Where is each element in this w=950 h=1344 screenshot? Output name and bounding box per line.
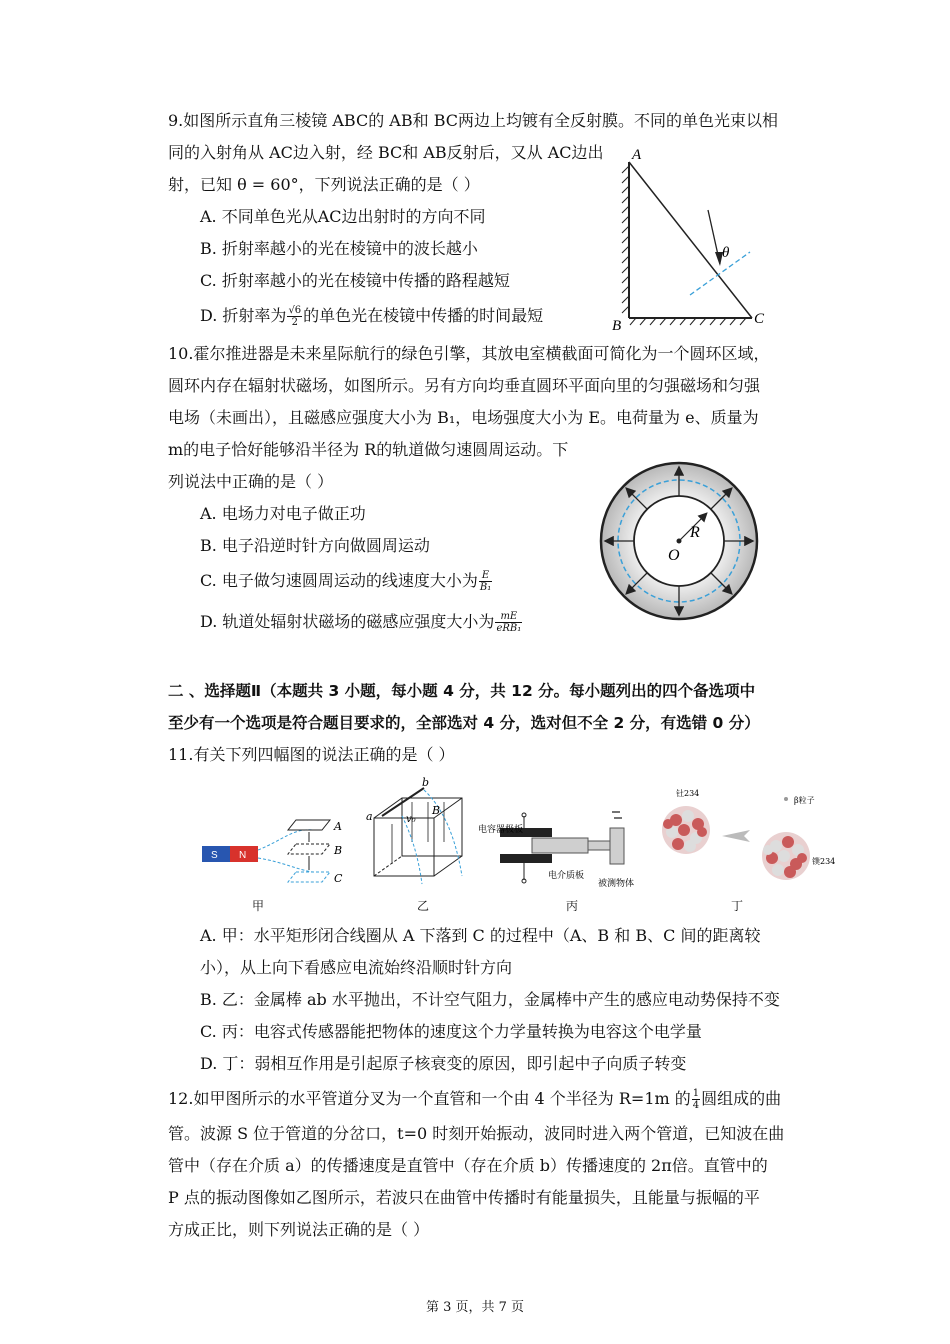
caption-ding: 丁 [731, 899, 744, 913]
q11-figure-yi [362, 776, 482, 892]
q10-stem-line2: 圆环内存在辐射状磁场，如图所示。另有方向均垂直圆环平面向里的匀强磁场和匀强 [168, 376, 761, 395]
label-dielectric: 电介质板 [548, 871, 585, 881]
coil-a [288, 820, 330, 830]
field-lines [258, 830, 313, 872]
metal-rod [382, 788, 424, 816]
section2-heading-line1: 二 、选择题Ⅱ（本题共 3 小题，每小题 4 分，共 12 分。每小题列出的四个备选项中 [168, 682, 756, 700]
fraction-denominator: eRB₁ [496, 623, 522, 634]
q10-option-a[interactable]: A. 电场力对电子做正功 [200, 504, 366, 523]
q10-stem-line3: 电场（未画出），且磁感应强度大小为 B₁，电场强度大小为 E。电荷量为 e、质量为 [168, 408, 759, 427]
q10-stem-line4: m的电子恰好能够沿半径为 R的轨道做匀速圆周运动。下 [168, 440, 569, 459]
label-r: R [690, 524, 700, 541]
q11-option-b[interactable]: B. 乙：金属棒 ab 水平抛出，不计空气阻力，金属棒中产生的感应电动势保持不变 [200, 990, 780, 1009]
label-v0: v₀ [406, 814, 416, 825]
label-c: C [334, 872, 343, 885]
label-a: A [632, 147, 642, 163]
fraction-numerator: mE [495, 611, 522, 623]
trajectory-2 [424, 790, 462, 876]
label-b: B [612, 318, 622, 332]
q11-figure-bing [478, 808, 650, 892]
label-beta: β粒子 [794, 796, 815, 805]
label-b-field: B [432, 804, 441, 817]
label-b-rod: b [422, 776, 430, 789]
caption-yi: 乙 [417, 899, 430, 913]
label-b: B [334, 844, 343, 857]
fraction-denominator: B₁ [479, 582, 492, 593]
label-o: O [668, 547, 680, 564]
dielectric-slab [532, 838, 588, 853]
q10-option-c[interactable] [200, 570, 493, 593]
label-protactinium: 镤234 [812, 857, 836, 866]
label-n: N [239, 850, 247, 861]
q9-option-d-prefix: D. 折射率为 [200, 306, 287, 325]
label-object: 被测物体 [598, 879, 635, 889]
beta-particle [784, 797, 788, 801]
connector-rod [588, 841, 610, 850]
q12-line1-suffix: 圆组成的曲 [701, 1089, 782, 1108]
q11-option-a-line2: 小），从上向下看感应电流始终沿顺时针方向 [200, 958, 513, 977]
fraction-numerator: 1 [692, 1088, 700, 1099]
fraction-denominator: 2 [291, 317, 298, 328]
q11-option-c[interactable]: C. 丙：电容式传感器能把物体的速度这个力学量转换为电容这个电学量 [200, 1022, 702, 1041]
coil-b [288, 844, 330, 854]
q12-quarter-fraction [692, 1088, 700, 1111]
thorium-nucleus [662, 806, 710, 854]
q12-stem-line2: 管。波源 S 位于管道的分岔口，t=0 时刻开始振动，波同时进入两个管道，已知波在曲 [168, 1124, 785, 1143]
fraction-numerator: E [479, 570, 492, 582]
measured-object [610, 828, 624, 864]
q10-option-c-fraction [479, 570, 492, 593]
decay-arrow [722, 830, 750, 842]
fraction-denominator: 4 [692, 1100, 700, 1111]
label-s: S [211, 850, 218, 861]
label-plate: 电容器极板 [478, 825, 524, 835]
q11-option-a-line1[interactable]: A. 甲：水平矩形闭合线圈从 A 下落到 C 的过程中（A、B 和 B、C 间的距离较 [200, 926, 761, 945]
q10-option-d[interactable] [200, 611, 523, 634]
q11-stem: 11.有关下列四幅图的说法正确的是（ ） [168, 745, 455, 764]
q10-option-c-prefix: C. 电子做匀速圆周运动的线速度大小为 [200, 571, 478, 590]
q12-stem-line4: P 点的振动图像如乙图所示，若波只在曲管中传播时有能量损失，且能量与振幅的平 [168, 1188, 760, 1207]
center-dot [677, 539, 682, 544]
q11-option-d[interactable]: D. 丁：弱相互作用是引起原子核衰变的原因，即引起中子向质子转变 [200, 1054, 687, 1073]
q9-option-b[interactable]: B. 折射率越小的光在棱镜中的波长越小 [200, 239, 478, 258]
q10-option-b[interactable]: B. 电子沿逆时针方向做圆周运动 [200, 536, 430, 555]
section2-heading-line2: 至少有一个选项是符合题目要求的，全部选对 4 分，选对但不全 2 分，有选错 0 分） [168, 714, 760, 732]
field-front-face [374, 818, 434, 876]
q9-stem-line3: 射，已知 θ = 60°，下列说法正确的是（ ） [168, 175, 480, 194]
caption-bing: 丙 [566, 899, 579, 913]
protactinium-nucleus [762, 832, 810, 880]
label-a: a [366, 810, 373, 823]
label-theta: θ [722, 245, 730, 261]
q10-stem-line1: 10.霍尔推进器是未来星际航行的绿色引擎，其放电室横截面可简化为一个圆环区域， [168, 344, 770, 363]
q9-option-c[interactable]: C. 折射率越小的光在棱镜中传播的路程越短 [200, 271, 510, 290]
q9-prism-figure [612, 140, 772, 332]
q12-stem-line5: 方成正比，则下列说法正确的是（ ） [168, 1220, 430, 1239]
ab-mirror-hatch [622, 162, 629, 318]
bottom-plate [500, 854, 552, 863]
q11-figure-jia [198, 800, 358, 910]
label-c: C [754, 311, 765, 327]
q11-figure-ding [652, 786, 842, 892]
page-footer: 第 3 页，共 7 页 [425, 1300, 525, 1315]
q10-option-d-fraction [495, 611, 522, 634]
q10-stem-line5: 列说法中正确的是（ ） [168, 472, 334, 491]
motion-arrows [612, 812, 622, 818]
caption-jia: 甲 [252, 899, 265, 913]
q10-ring-figure [598, 460, 760, 622]
q12-line1-prefix: 12.如甲图所示的水平管道分叉为一个直管和一个由 4 个半径为 R=1m 的 [168, 1089, 691, 1108]
q12-stem-line1 [168, 1088, 781, 1111]
q9-option-d-suffix: 的单色光在棱镜中传播的时间最短 [303, 306, 544, 325]
q9-stem-line1: 9.如图所示直角三棱镜 ABC的 AB和 BC两边上均镀有全反射膜。不同的单色光束以相 [168, 111, 778, 130]
coil-c [288, 872, 330, 882]
fraction-numerator: √6 [288, 305, 302, 316]
label-a: A [334, 820, 342, 833]
bc-mirror-hatch [629, 318, 752, 325]
q12-stem-line3: 管中（存在介质 a）的传播速度是直管中（存在介质 b）传播速度的 2π倍。直管中的 [168, 1156, 768, 1175]
q9-option-d[interactable] [200, 305, 543, 328]
q9-option-d-fraction [287, 305, 302, 328]
q9-option-a[interactable]: A. 不同单色光从AC边出射时的方向不同 [200, 207, 486, 226]
q10-option-d-prefix: D. 轨道处辐射状磁场的磁感应强度大小为 [200, 612, 495, 631]
q9-stem-line2: 同的入射角从 AC边入射，经 BC和 AB反射后，又从 AC边出 [168, 143, 604, 162]
label-thorium: 钍234 [676, 789, 700, 798]
